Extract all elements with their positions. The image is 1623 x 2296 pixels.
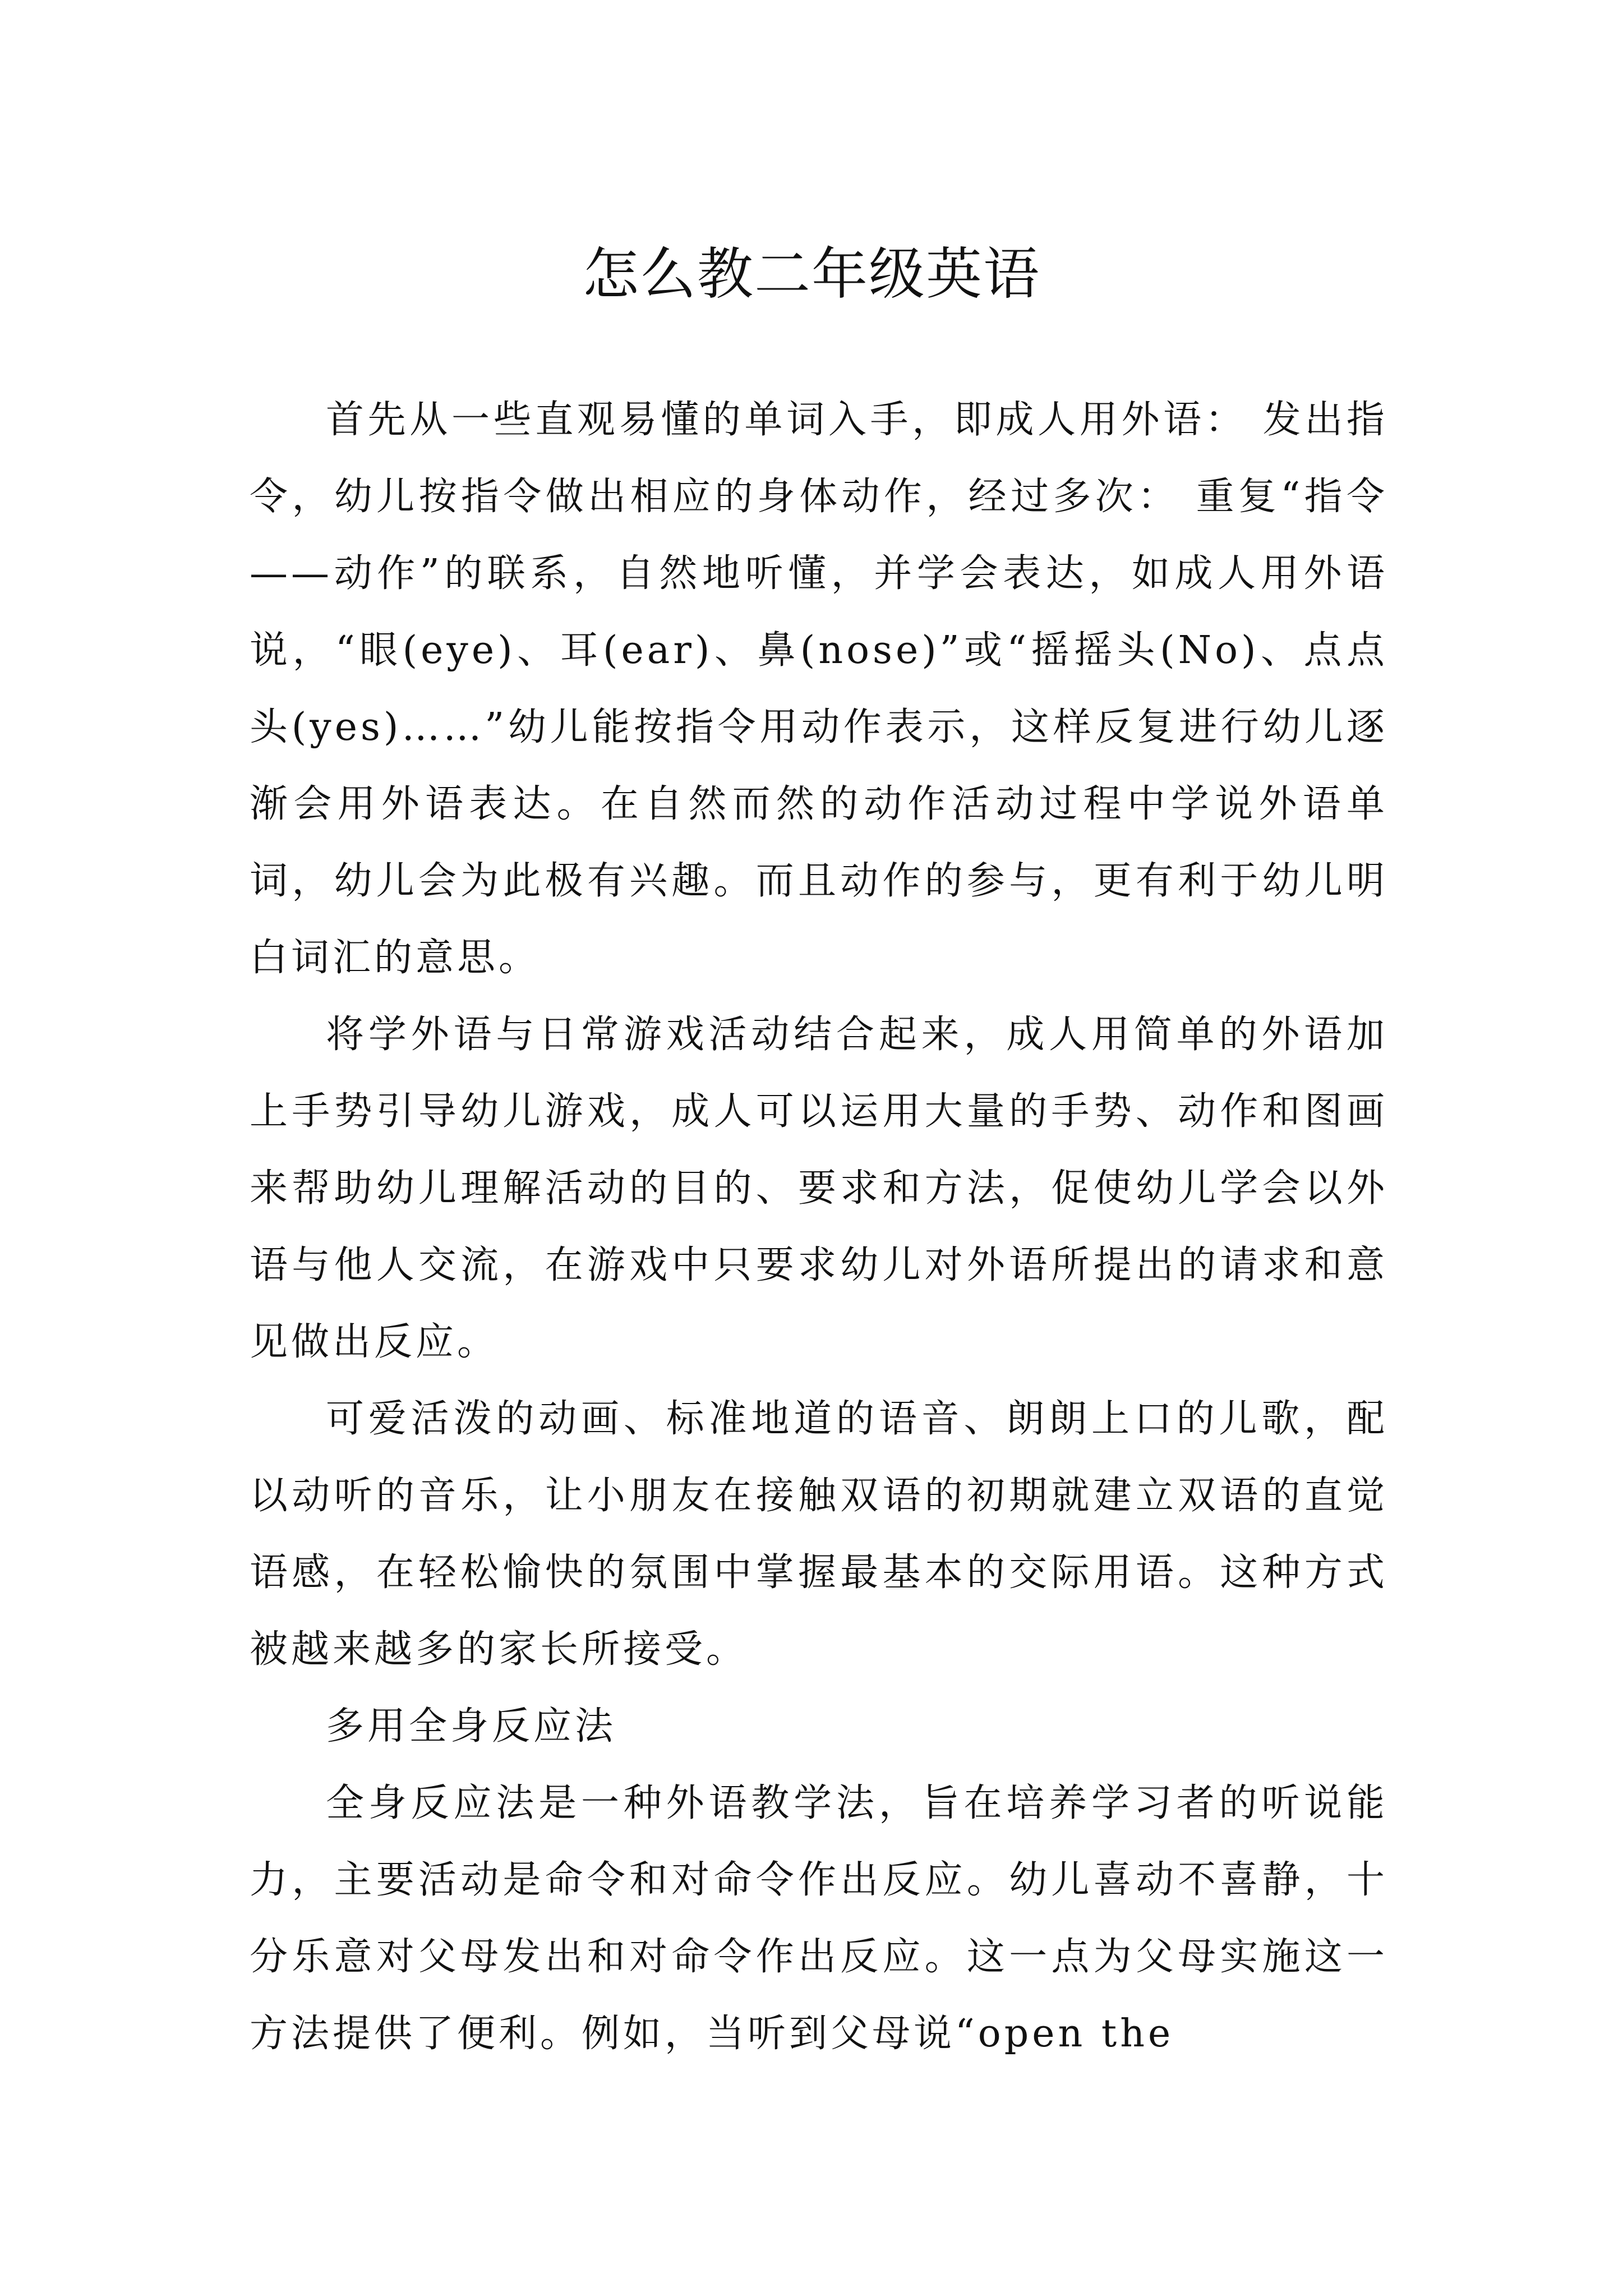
section-heading-tpr: 多用全身反应法	[326, 1704, 617, 1749]
paragraph-2: 将学外语与日常游戏活动结合起来，成人用简单的外语加上手势引导幼儿游戏，成人可以运用大量的手势、动作和图画来帮助幼儿理解活动的目的、要求和方法，促使幼儿学会以外语与他人交流，在游戏中只要求幼儿对外语所提出的请求和意见做出反应。	[250, 1013, 1388, 1364]
document-body	[250, 381, 1388, 2072]
paragraph-1: 首先从一些直观易懂的单词入手，即成人用外语： 发出指令，幼儿按指令做出相应的身体动作，经过多次： 重复“指令——动作”的联系，自然地听懂，并学会表达，如成人用外语说，“眼(eye)、耳(ear)、鼻(nose)”或“摇摇头(No)、点点头(yes)……”幼儿能按指令用动作表示，这样反复进行幼儿逐渐会用外语表达。在自然而然的动作活动过程中学说外语单词，幼儿会为此极有兴趣。而且动作的参与，更有利于幼儿明白词汇的意思。	[250, 398, 1388, 980]
paragraph-4: 全身反应法是一种外语教学法，旨在培养学习者的听说能力，主要活动是命令和对命令作出反应。幼儿喜动不喜静，十分乐意对父母发出和对命令作出反应。这一点为父母实施这一方法提供了便利。例如，当听到父母说“open the	[250, 1781, 1388, 2056]
paragraph-3: 可爱活泼的动画、标准地道的语音、朗朗上口的儿歌，配以动听的音乐，让小朋友在接触双语的初期就建立双语的直觉语感，在轻松愉快的氛围中掌握最基本的交际用语。这种方式被越来越多的家长所接受。	[250, 1397, 1388, 1672]
document-title: 怎么教二年级英语	[583, 241, 1040, 307]
